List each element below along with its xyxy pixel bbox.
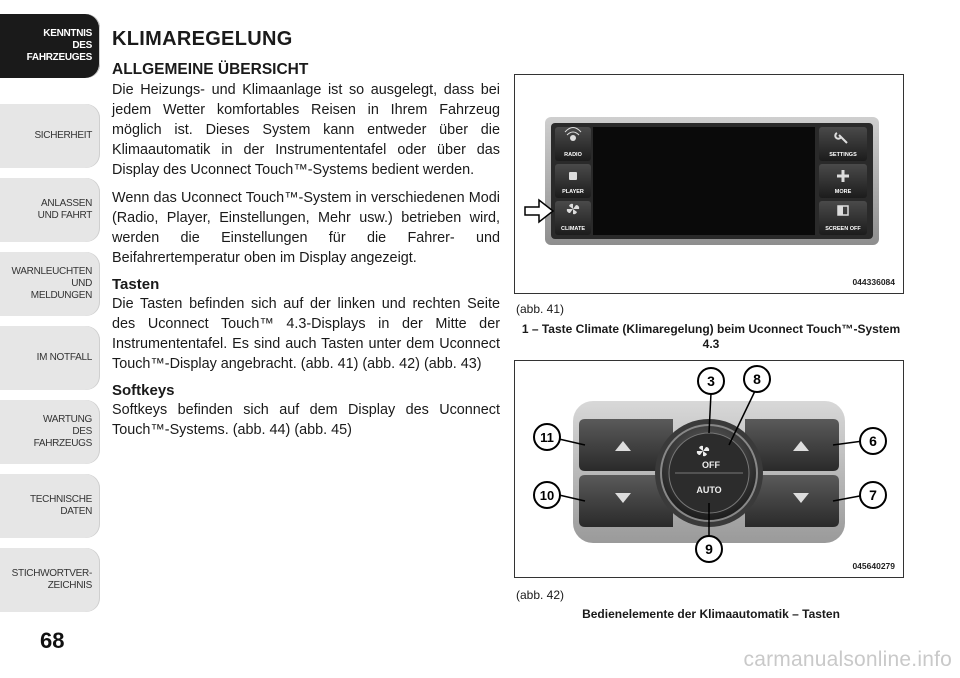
tab-sicherheit[interactable] <box>0 104 100 168</box>
tab-label: ANLASSEN UND FAHRT <box>37 198 92 221</box>
figure-climate-controls <box>514 360 904 578</box>
paragraph-softkeys: Softkeys befinden sich auf dem Display des Uconnect Touch™-Systems. (abb. 44) (abb. 45) <box>112 402 500 438</box>
figure-ref-41: (abb. 41) <box>516 302 565 316</box>
section-heading-overview: ALLGEMEINE ÜBERSICHT <box>112 61 309 78</box>
section-heading-softkeys: Softkeys <box>112 382 175 399</box>
page-title: KLIMAREGELUNG <box>112 28 293 50</box>
tab-technische-daten[interactable] <box>0 474 100 538</box>
figure-caption-42: Bedienelemente der Klimaautomatik – Tasten <box>582 607 840 621</box>
figure-caption-41: 1 – Taste Climate (Klimaregelung) beim Uconnect Touch™-System 4.3 <box>521 322 901 351</box>
tab-label: WARNLEUCHTEN UND MELDUNGEN <box>11 266 92 301</box>
auto-label: AUTO <box>696 485 722 495</box>
paragraph-modes: Wenn das Uconnect Touch™-System in verschiedenen Modi (Radio, Player, Einstellungen, Mehr usw.) betrieben wird, werden die Einstellungen für die Fahrer- und Beifahrertemperatur oben im Display angezeigt. <box>112 190 500 266</box>
more-label: MORE <box>834 189 852 195</box>
settings-label: SETTINGS <box>829 152 857 158</box>
tab-stichwortverzeichnis[interactable] <box>0 548 100 612</box>
uconnect-display-illustration <box>515 75 904 294</box>
page-number: 68 <box>40 628 65 653</box>
callout-6: 6 <box>869 433 877 449</box>
paragraph-tasten: Die Tasten befinden sich auf der linken und rechten Seite des Uconnect Touch™ 4.3-Displays in der Mitte der Instrumententafel. Es sind auch Tasten unter dem Uconnect Touch™-Display angebracht. (abb. 41) (abb. 42) (abb. 43) <box>112 296 500 372</box>
paragraph-intro: Die Heizungs- und Klimaanlage ist so ausgelegt, dass bei jedem Wetter komfortables Reisen in Ihrem Fahrzeug möglich ist. Dieses System kann entweder über die Klimaautomatik in der Instrumententafel oder über das Display des Uconnect Touch™-Systems bedient werden. <box>112 82 500 178</box>
chapter-tabs <box>0 0 100 678</box>
tab-warnleuchten-und-meldungen[interactable] <box>0 252 100 316</box>
climate-controls-illustration <box>515 361 904 578</box>
tab-label: SICHERHEIT <box>34 130 92 141</box>
main-text-column <box>112 28 500 448</box>
tab-label: KENNTNIS DES FAHRZEUGES <box>26 28 92 63</box>
callout-3: 3 <box>707 373 715 389</box>
callout-7: 7 <box>869 487 877 503</box>
tab-im-notfall[interactable] <box>0 326 100 390</box>
climate-label: CLIMATE <box>560 226 586 232</box>
tab-anlassen-und-fahrt[interactable] <box>0 178 100 242</box>
callout-8: 8 <box>753 371 761 387</box>
screen-off-label: SCREEN OFF <box>825 226 861 232</box>
section-heading-tasten: Tasten <box>112 276 160 293</box>
figure-ref-42: (abb. 42) <box>516 588 565 602</box>
callout-10: 10 <box>539 488 555 503</box>
tab-wartung-des-fahrzeugs[interactable] <box>0 400 100 464</box>
figure-code: 044336084 <box>852 277 895 287</box>
figure-code: 045640279 <box>852 561 895 571</box>
tab-label: STICHWORTVER- ZEICHNIS <box>11 568 92 591</box>
radio-label: RADIO <box>564 152 582 158</box>
tab-label: IM NOTFALL <box>36 352 92 363</box>
tab-label: WARTUNG DES FAHRZEUGS <box>33 414 92 449</box>
player-label: PLAYER <box>562 189 584 195</box>
radio-icon <box>570 135 576 141</box>
tab-kenntnis-des-fahrzeuges[interactable] <box>0 14 100 78</box>
figure-uconnect-display <box>514 74 904 294</box>
off-label: OFF <box>702 460 720 470</box>
player-icon <box>569 172 577 180</box>
watermark: carmanualsonline.info <box>743 648 952 671</box>
callout-11: 11 <box>540 430 554 445</box>
tab-label: TECHNISCHE DATEN <box>29 494 92 517</box>
callout-9: 9 <box>705 541 713 557</box>
